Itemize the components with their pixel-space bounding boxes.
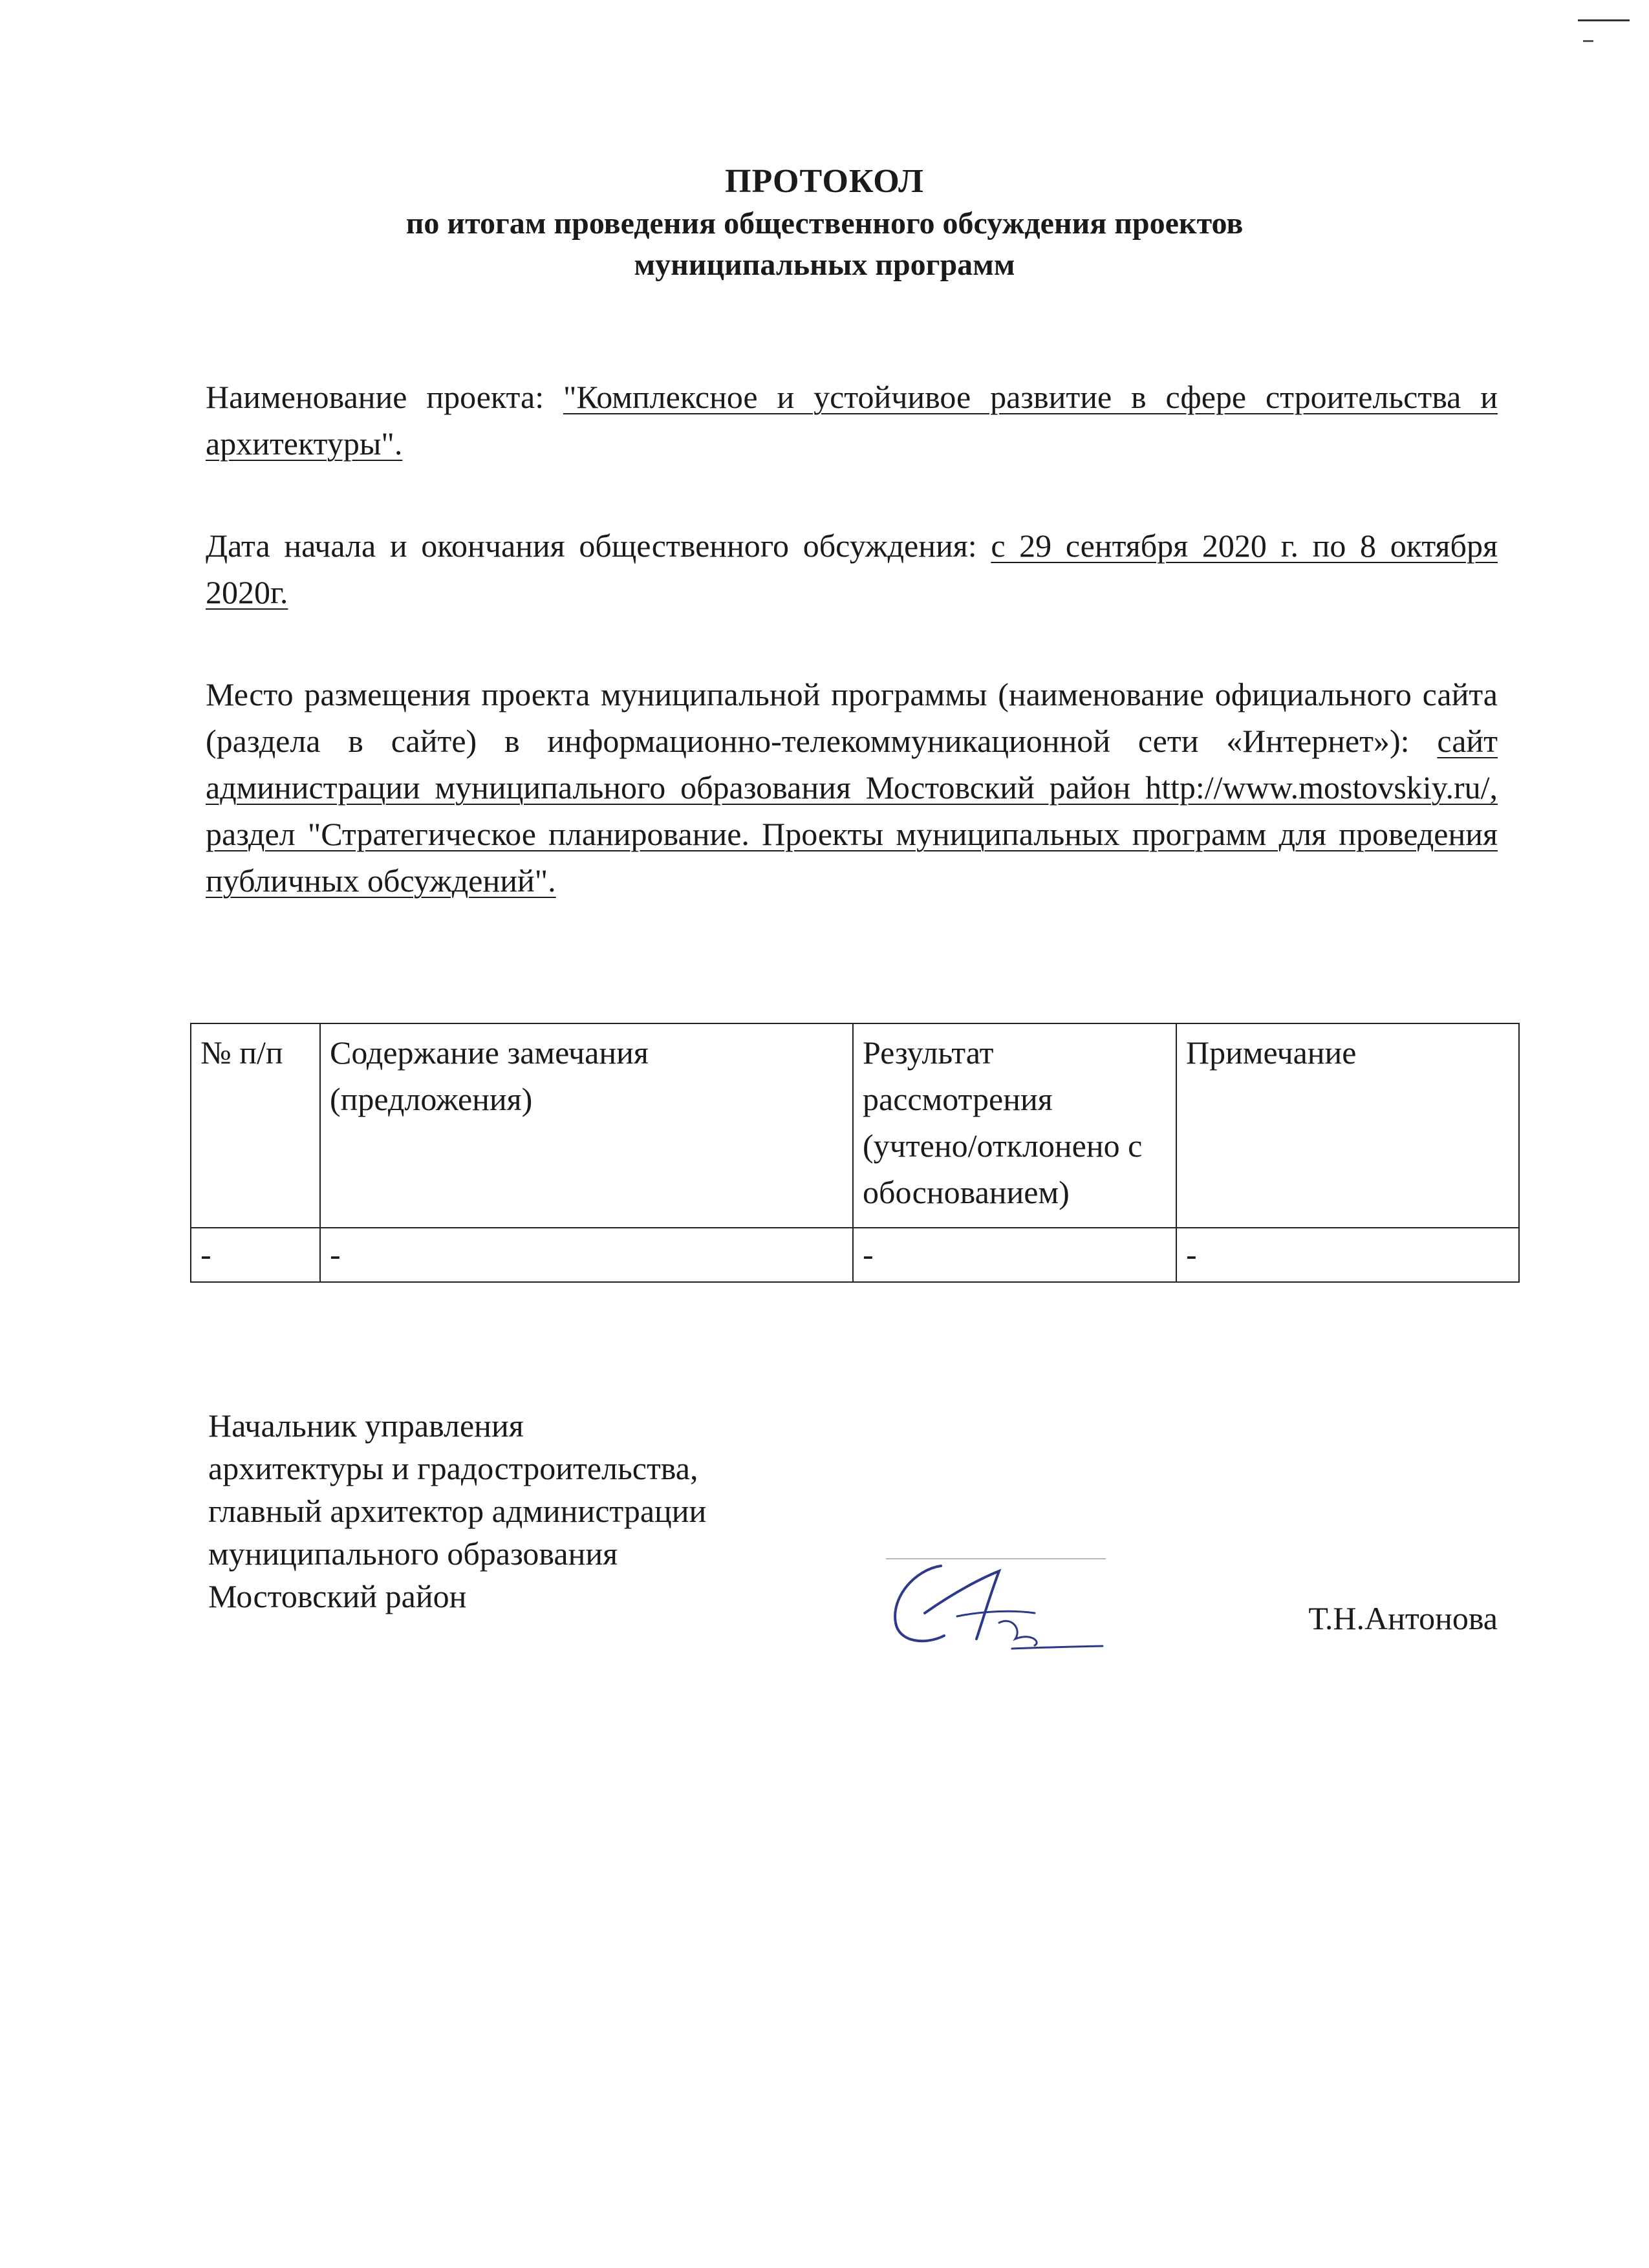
table-cell: - (1176, 1228, 1519, 1282)
table-header-cell: Примечание (1176, 1023, 1519, 1228)
table-header-cell: № п/п (191, 1023, 320, 1228)
placement-paragraph (206, 671, 1498, 904)
document-header (0, 160, 1649, 286)
document-subtitle-line-2: муниципальных программ (634, 248, 1015, 282)
scan-artifact (1578, 19, 1630, 21)
discussion-dates-value: с 29 сентября 2020 г. по 8 октября 2020г. (206, 528, 1498, 610)
table-cell: - (853, 1228, 1176, 1282)
signatory-name: Т.Н.Антонова (1308, 1600, 1498, 1636)
signatory-position (208, 1404, 706, 1618)
placement-value: сайт администрации муниципального образования Мостовский район http://www.mostovskiy.ru/, раздел "Стратегическое планирование. Проекты муниципальных программ для проведения публичных обсуждений". (206, 723, 1498, 899)
signatory-position-line: главный архитектор администрации (208, 1493, 707, 1529)
signatory-position-line: Начальник управления (208, 1407, 524, 1444)
table-header-cell: Содержание замечания (предложения) (320, 1023, 853, 1228)
discussion-dates-paragraph (206, 522, 1498, 615)
table-cell: - (191, 1228, 320, 1282)
signatory-position-line: муниципального образования (208, 1535, 618, 1572)
handwritten-signature (879, 1552, 1112, 1662)
table-header-cell: Результат рассмотрения (учтено/отклонено с обоснованием) (853, 1023, 1176, 1228)
signatory-position-line: архитектуры и градостроительства, (208, 1450, 698, 1486)
table-header-row (191, 1023, 1519, 1228)
table-row (191, 1228, 1519, 1282)
remarks-table (190, 1023, 1520, 1283)
table-cell: - (320, 1228, 853, 1282)
project-name-value: "Комплексное и устойчивое развитие в сфере строительства и архитектуры". (206, 379, 1498, 462)
project-name-paragraph (206, 374, 1498, 467)
signatory-position-line: Мостовский район (208, 1578, 467, 1614)
document-subtitle-line-1: по итогам проведения общественного обсуждения проектов (405, 206, 1244, 241)
project-name-label: Наименование проекта: (206, 379, 563, 415)
document-title: ПРОТОКОЛ (725, 163, 924, 200)
discussion-dates-label: Дата начала и окончания общественного обсуждения: (206, 528, 991, 564)
scan-artifact (1583, 40, 1593, 42)
placement-label: Место размещения проекта муниципальной программы (наименование официального сайта (раздела в сайте) в информационно-телекоммуникационной сети «Интернет»): (206, 676, 1498, 759)
